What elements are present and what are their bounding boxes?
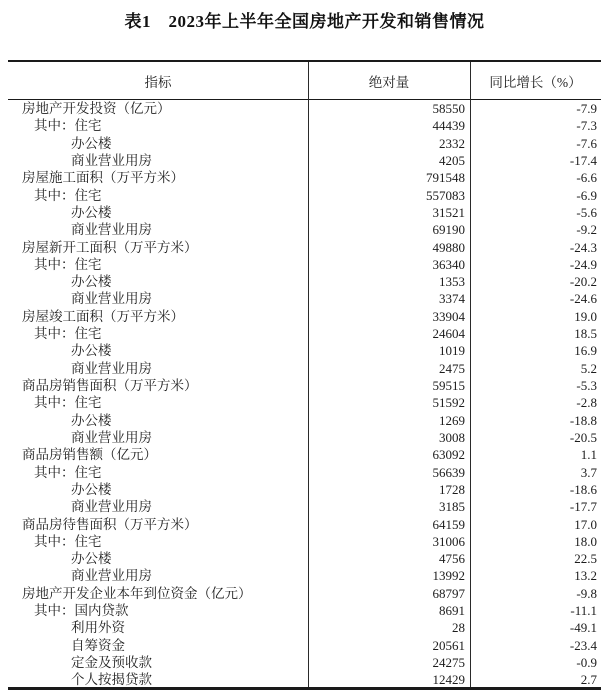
value-cell: 59515 — [432, 378, 465, 393]
growth-cell: -24.9 — [569, 256, 597, 272]
value-cell: 63092 — [432, 447, 465, 463]
growth-cell: -7.6 — [576, 135, 597, 151]
value-cell: 1269 — [439, 412, 465, 428]
indicator-cell: 其中：住宅 — [34, 395, 102, 411]
value-cell: 31521 — [432, 204, 465, 220]
growth-cell: 16.9 — [574, 343, 597, 359]
growth-cell: -24.3 — [569, 239, 597, 255]
growth-cell: -7.9 — [576, 101, 597, 116]
growth-cell: -17.7 — [569, 499, 597, 515]
growth-cell: -23.4 — [569, 637, 597, 653]
value-cell: 8691 — [439, 603, 465, 619]
value-cell: 49880 — [432, 239, 465, 255]
growth-cell: -7.3 — [576, 118, 597, 134]
indicator-cell: 商业营业用房 — [71, 499, 152, 515]
indicator-cell: 其中：国内贷款 — [34, 603, 129, 619]
indicator-cell: 自筹资金 — [71, 637, 125, 653]
table-row — [8, 429, 601, 446]
growth-cell: -5.6 — [576, 204, 597, 220]
table-body — [8, 100, 601, 689]
table-header-absolute-amount: 绝对量 — [368, 74, 410, 90]
indicator-cell: 利用外资 — [71, 620, 125, 636]
table-header-indicator: 指标 — [144, 74, 172, 90]
table-row — [8, 446, 601, 463]
indicator-cell: 定金及预收款 — [71, 655, 152, 670]
value-cell: 64159 — [432, 516, 465, 532]
table-row — [8, 412, 601, 429]
indicator-cell: 商品房销售额（亿元） — [22, 447, 157, 463]
table-row — [8, 221, 601, 238]
page-title: 表1 2023年上半年全国房地产开发和销售情况 — [124, 12, 485, 31]
table-row — [8, 135, 601, 152]
value-cell: 13992 — [432, 568, 465, 584]
table-row — [8, 204, 601, 221]
table-row — [8, 325, 601, 342]
table-row — [8, 342, 601, 359]
table-row — [8, 117, 601, 134]
growth-cell: 18.0 — [574, 533, 597, 549]
value-cell: 20561 — [432, 637, 465, 653]
indicator-cell: 办公楼 — [71, 343, 112, 359]
indicator-cell: 商业营业用房 — [71, 222, 152, 238]
value-cell: 68797 — [432, 585, 465, 601]
value-cell: 791548 — [426, 170, 465, 186]
table-row — [8, 619, 601, 636]
value-cell: 24604 — [432, 326, 465, 342]
indicator-cell: 个人按揭贷款 — [71, 672, 152, 688]
indicator-cell: 商业营业用房 — [71, 152, 152, 168]
indicator-cell: 办公楼 — [71, 274, 112, 290]
indicator-cell: 办公楼 — [71, 481, 112, 497]
growth-cell: -24.6 — [569, 291, 597, 307]
table-row — [8, 550, 601, 567]
table-row — [8, 290, 601, 307]
table-row — [8, 585, 601, 602]
growth-cell: -6.9 — [576, 187, 597, 203]
table-header-row — [8, 62, 601, 100]
growth-cell: 13.2 — [574, 568, 597, 584]
growth-cell: -18.6 — [569, 481, 597, 497]
table-row — [8, 533, 601, 550]
value-cell: 58550 — [432, 101, 465, 116]
growth-cell: 22.5 — [574, 551, 597, 567]
table-row — [8, 169, 601, 186]
table-row — [8, 481, 601, 498]
value-cell: 44439 — [432, 118, 465, 134]
value-cell: 1019 — [439, 343, 465, 359]
indicator-cell: 办公楼 — [71, 135, 112, 151]
indicator-cell: 办公楼 — [71, 204, 112, 220]
growth-cell: 3.7 — [580, 464, 597, 480]
stats-table — [8, 60, 601, 690]
indicator-cell: 其中：住宅 — [34, 533, 102, 549]
table-row — [8, 567, 601, 584]
indicator-cell: 其中：住宅 — [34, 326, 102, 342]
table-row — [8, 377, 601, 394]
growth-cell: 18.5 — [574, 326, 597, 342]
indicator-cell: 办公楼 — [71, 412, 112, 428]
value-cell: 557083 — [426, 187, 465, 203]
value-cell: 1728 — [439, 481, 465, 497]
value-cell: 31006 — [432, 533, 465, 549]
growth-cell: 5.2 — [580, 360, 597, 376]
growth-cell: 17.0 — [574, 516, 597, 532]
value-cell: 3185 — [439, 499, 465, 515]
table-row — [8, 671, 601, 688]
value-cell: 4756 — [439, 551, 465, 567]
growth-cell: -49.1 — [569, 620, 597, 636]
table-row — [8, 516, 601, 533]
value-cell: 2332 — [439, 135, 465, 151]
indicator-cell: 商业营业用房 — [71, 360, 152, 376]
growth-cell: -18.8 — [569, 412, 597, 428]
growth-cell: -20.5 — [569, 429, 597, 445]
table-row — [8, 273, 601, 290]
value-cell: 12429 — [432, 672, 465, 688]
indicator-cell: 房屋施工面积（万平方米） — [22, 170, 184, 186]
table-row — [8, 100, 601, 117]
indicator-cell: 商业营业用房 — [71, 429, 152, 445]
indicator-cell: 其中：住宅 — [34, 118, 102, 134]
table-row — [8, 308, 601, 325]
table-row — [8, 464, 601, 481]
growth-cell: -11.1 — [570, 603, 597, 619]
table-header-yoy-growth: 同比增长（%） — [489, 74, 582, 90]
table-row — [8, 360, 601, 377]
value-cell: 69190 — [432, 222, 465, 238]
indicator-cell: 房地产开发投资（亿元） — [22, 101, 171, 116]
indicator-cell: 其中：住宅 — [34, 187, 102, 203]
growth-cell: -9.2 — [576, 222, 597, 238]
value-cell: 3008 — [439, 429, 465, 445]
value-cell: 28 — [452, 620, 465, 636]
table-row — [8, 637, 601, 654]
indicator-cell: 其中：住宅 — [34, 256, 102, 272]
indicator-cell: 办公楼 — [71, 551, 112, 567]
table-row — [8, 654, 601, 671]
indicator-cell: 商业营业用房 — [71, 291, 152, 307]
indicator-cell: 商品房待售面积（万平方米） — [22, 516, 198, 532]
growth-cell: 1.1 — [580, 447, 597, 463]
growth-cell: 2.7 — [580, 672, 597, 688]
indicator-cell: 房屋新开工面积（万平方米） — [22, 239, 198, 255]
value-cell: 51592 — [432, 395, 465, 411]
table-row — [8, 239, 601, 256]
table-row — [8, 187, 601, 204]
indicator-cell: 商业营业用房 — [71, 568, 152, 584]
growth-cell: -2.8 — [576, 395, 597, 411]
value-cell: 1353 — [439, 274, 465, 290]
growth-cell: -0.9 — [576, 655, 597, 670]
indicator-cell: 房地产开发企业本年到位资金（亿元） — [22, 585, 252, 601]
value-cell: 56639 — [432, 464, 465, 480]
value-cell: 33904 — [432, 308, 465, 324]
indicator-cell: 房屋竣工面积（万平方米） — [22, 308, 184, 324]
growth-cell: -6.6 — [576, 170, 597, 186]
value-cell: 3374 — [439, 291, 465, 307]
value-cell: 24275 — [432, 655, 465, 670]
growth-cell: -20.2 — [569, 274, 597, 290]
value-cell: 36340 — [432, 256, 465, 272]
table-row — [8, 152, 601, 169]
growth-cell: -5.3 — [576, 378, 597, 393]
growth-cell: -17.4 — [569, 152, 597, 168]
table-row — [8, 394, 601, 411]
value-cell: 4205 — [439, 152, 465, 168]
value-cell: 2475 — [439, 360, 465, 376]
table-row — [8, 602, 601, 619]
table-row — [8, 498, 601, 515]
growth-cell: 19.0 — [574, 308, 597, 324]
growth-cell: -9.8 — [576, 585, 597, 601]
table-row — [8, 256, 601, 273]
indicator-cell: 商品房销售面积（万平方米） — [22, 378, 198, 393]
indicator-cell: 其中：住宅 — [34, 464, 102, 480]
